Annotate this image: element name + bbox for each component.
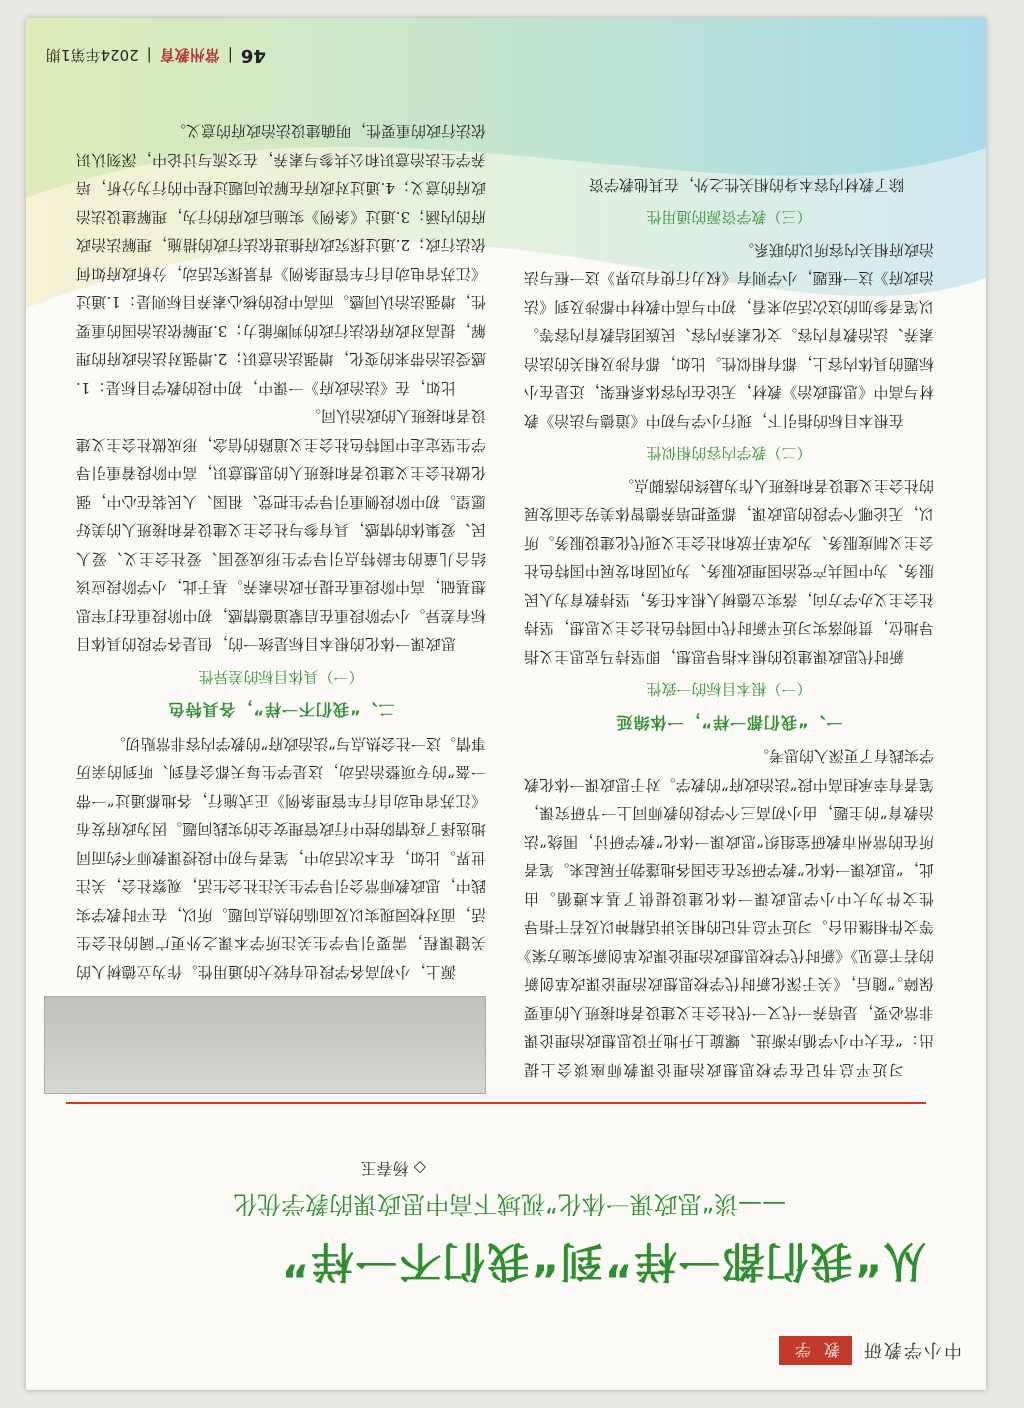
article-author: ◇ 杨春玉 (360, 1159, 426, 1178)
subsection-heading: （三）教学资源的通用性 (646, 208, 812, 227)
paragraph: 源上，小初高各学段也有较大的通用性。作为立德树人的关键课程，需要引导学生关注所学本课之外更广阔的社会生活，面对校园现实以及面临的热点问题。所以，在平时教学实践中，思政教师常会引导学生关注社会生活，观察社会，关注世界。比如，在本次活动中，笔者与初中段授课教师不约而同地选择了疫情防控中行政管理安全的实践问题。因为政府发布《江苏省电动自行车管理条例》正式施行，各地都通过“一带一盔”的专项整治活动，这是学生每天都会看到、听到的亲历事情。这一社会热点与“法治政府”的教学内容非常贴切。 (76, 735, 486, 981)
magazine-header (562, 1336, 962, 1366)
right-column (76, 117, 486, 986)
subsection-heading: （一）具体目标的差异性 (198, 668, 364, 686)
journal-name: 常州教育 (159, 46, 220, 65)
page-number: 46 (240, 45, 266, 67)
article-title: 从“我们都一样”到“我们不一样” (279, 1237, 926, 1286)
magazine-name: 中小学教研 (862, 1339, 962, 1360)
article-subtitle: ——谈“思政课一体化”视域下高中思政课的教学优化 (233, 1190, 786, 1218)
left-column (524, 171, 934, 1085)
paragraph: 在根本目标的指引下，现行小学与初中《道德与法治》教材与高中《思想政治》教材，无论在内容体系框架，还是在小标题的具体内容上，都有相似性。比如，都有涉及相关的法治素养、法治教育内容。文化素养内容、民族团结教育内容等。以笔者参加的这次活动来看，初中与高中教材中都涉及到《法治政府》这一框题，小学则有《权力行使有边界》这一框与法治政府相关内容所以的联系。 (524, 241, 934, 430)
issue-label: 2024年第1期 (46, 46, 139, 65)
page-footer (46, 44, 366, 68)
title-block (66, 1158, 926, 1294)
paragraph: 除了教材内容本身的相关性之外，在其他教学资 (588, 176, 904, 194)
photo-placeholder (44, 996, 486, 1094)
footer-separator: | (227, 47, 233, 65)
subsection-heading: （一）根本目标的一致性 (646, 680, 812, 699)
section-tag: 教 学 (779, 1337, 852, 1366)
paragraph: 思政课一体化的根本目标是统一的，但是各学段的具体目标有差异。小学阶段重在启蒙道德情感，初中阶段重在打牢思想基础，高中阶段重在提升政治素养。基于此，小学阶段应该结合儿童的年龄特点引导学生形成爱国、爱社会主义、爱人民、爱集体的情感，具有参与社会主义建设者和接班人的美好愿望。初中阶段侧重引导学生把党、祖国、人民装在心中，强化做社会主义建设者和接班人的思想意识，高中阶段着重引导学生坚定走中国特色社会主义道路的信念，形成做社会主义建设者和接班人的政治认同。 (76, 407, 486, 654)
paragraph: 新时代思政课建设的根本指导思想，即坚持马克思主义指导地位，贯彻落实习近平新时代中国特色社会主义思想，坚持社会主义办学方向，落实立德树人根本任务，坚持教育为人民服务、为中国共产党治国理政服务、为巩固和发展中国特色社会主义制度服务、为改革开放和社会主义现代化建设服务。所以，无论哪个学段的思政课，都要把培养德智体美劳全面发展的社会主义建设者和接班人作为最终的落脚点。 (524, 477, 934, 666)
paragraph: 比如，在《法治政府》一课中，初中段的教学目标是：1.感受法治带来的变化，增强法治意识；2.增强对法治政府的理解，提高对政府依法行政的判断能力；3.理解依法治国的重要性，增强法治认同感。而高中段的核心素养目标则是：1.通过《江苏省电动自行车管理条例》背景探究活动，分析政府如何依法行政；2.通过探究政府推进依法行政的措施，理解法治政府的内涵；3.通过《条例》实施后政府的行为，理解建设法治政府的意义；4.通过对政府在解决问题过程中的行为分析，培养学生法治意识和公共参与素养，在交流与讨论中，深刻认识依法行政的重要性，明确建设法治政府的意义。 (76, 122, 486, 397)
section-heading: 一、“我们都一样”，一体绵延 (615, 713, 843, 732)
footer-separator: | (146, 47, 152, 65)
title-divider (66, 1102, 926, 1104)
section-heading: 二、“我们不一样”，各具特色 (167, 700, 395, 720)
paper (26, 18, 986, 1390)
paragraph: 习近平总书记在学校思想政治理论课教师座谈会上提出：“在大中小学循序渐进、螺旋上升地开设思想政治理论课非常必要，是培养一代又一代社会主义建设者和接班人的重要保障。”随后，《关于深化新时代学校思想政治理论课改革创新的若干意见》《新时代学校思想政治理论课改革创新实施方案》等文件相继出台。习近平总书记的相关讲话精神以及若干指导性文件为大中小学思政课一体化建设提供了基本遵循。由此，“思政课一体化”教学研究在全国各地蓬勃开展起来。笔者所在的常州市教研室组织“思政课一体化”教学研讨，围绕“法治教育”的主题，由小初高三个学段的教师同上一节研究课，笔者有幸承担高中段“法治政府”的教学。对于思政课一体化教学实践有了更深入的思考。 (524, 747, 934, 1079)
subsection-heading: （二）教学内容的相似性 (646, 444, 812, 463)
